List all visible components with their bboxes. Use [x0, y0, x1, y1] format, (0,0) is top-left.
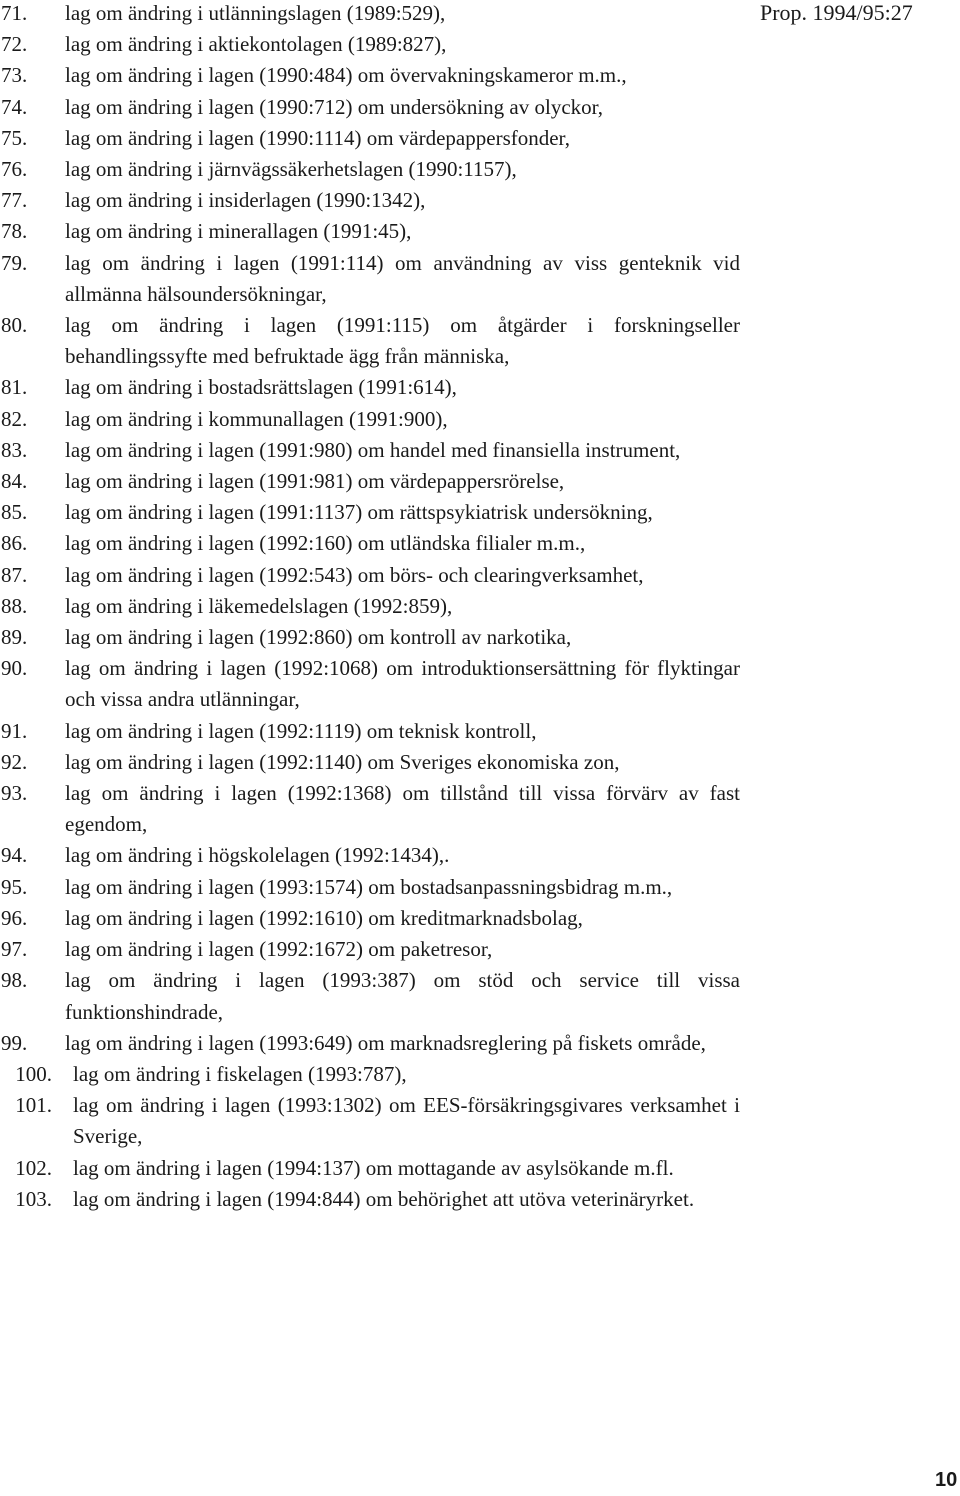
item-number: 99.: [1, 1030, 28, 1055]
item-number: 83.: [1, 437, 28, 462]
item-text: lag om ändring i lagen (1991:1137) om rättspsykiatrisk undersökning,: [65, 500, 653, 525]
item-text: lag om ändring i lagen (1992:1068) om introduktionsersättning för flyktingar och vissa andra utlänningar,: [65, 656, 740, 712]
list-item: [0, 560, 740, 591]
item-number: 98.: [1, 968, 28, 993]
list-item: [0, 528, 740, 559]
item-number: 71.: [1, 1, 28, 25]
list-item: [0, 0, 740, 29]
list-item: [0, 1059, 740, 1090]
item-text: lag om ändring i lagen (1993:1574) om bostadsanpassningsbidrag m.m.,: [65, 874, 673, 899]
item-number: 91.: [1, 718, 28, 743]
item-text: lag om ändring i lagen (1993:1302) om EES-försäkringsgivares verksamhet i Sverige,: [73, 1093, 740, 1149]
item-number: 101.: [15, 1093, 52, 1118]
list-item: [0, 92, 740, 123]
item-text: lag om ändring i lagen (1992:1140) om Sveriges ekonomiska zon,: [65, 749, 620, 774]
proposition-reference: Prop. 1994/95:27: [760, 0, 913, 25]
list-item: [0, 622, 740, 653]
item-text: lag om ändring i fiskelagen (1993:787),: [73, 1061, 407, 1086]
list-item: [0, 716, 740, 747]
item-number: 86.: [1, 531, 28, 556]
item-text: lag om ändring i lagen (1992:1610) om kreditmarknadsbolag,: [65, 905, 583, 930]
list-item: [0, 747, 740, 778]
list-item: [0, 60, 740, 91]
item-number: 89.: [1, 625, 28, 650]
item-text: lag om ändring i lagen (1990:484) om övervakningskameror m.m.,: [65, 63, 627, 88]
item-number: 97.: [1, 937, 28, 962]
item-text: lag om ändring i lagen (1992:543) om börs- och clearingverksamhet,: [65, 562, 644, 587]
item-number: 88.: [1, 593, 28, 618]
list-item: [0, 154, 740, 185]
item-number: 103.: [15, 1186, 52, 1211]
item-text: lag om ändring i kommunallagen (1991:900),: [65, 406, 448, 431]
list-item: [0, 1090, 740, 1152]
item-number: 93.: [1, 781, 28, 806]
item-text: lag om ändring i läkemedelslagen (1992:859),: [65, 593, 453, 618]
list-item: [0, 29, 740, 60]
item-number: 79.: [1, 250, 28, 275]
list-item: [0, 1184, 740, 1215]
item-text: lag om ändring i lagen (1991:980) om handel med finansiella instrument,: [65, 437, 681, 462]
list-item: [0, 840, 740, 871]
item-number: 100.: [15, 1061, 52, 1086]
item-text: lag om ändring i lagen (1993:387) om stöd och service till vissa funktionshindrade,: [65, 968, 740, 1024]
list-item: [0, 497, 740, 528]
item-number: 81.: [1, 375, 28, 400]
item-text: lag om ändring i lagen (1991:114) om användning av viss genteknik vid allmänna hälsoundersökningar,: [65, 250, 740, 306]
list-item: [0, 591, 740, 622]
item-number: 78.: [1, 219, 28, 244]
item-number: 102.: [15, 1155, 52, 1180]
item-text: lag om ändring i insiderlagen (1990:1342),: [65, 188, 426, 213]
item-text: lag om ändring i järnvägssäkerhetslagen (1990:1157),: [65, 157, 517, 182]
item-number: 94.: [1, 843, 28, 868]
item-text: lag om ändring i lagen (1990:1114) om värdepappersfonder,: [65, 125, 570, 150]
item-number: 82.: [1, 406, 28, 431]
item-text: lag om ändring i lagen (1992:1119) om teknisk kontroll,: [65, 718, 537, 743]
list-item: [0, 466, 740, 497]
item-text: lag om ändring i lagen (1993:649) om marknadsreglering på fiskets område,: [65, 1030, 706, 1055]
item-text: lag om ändring i minerallagen (1991:45),: [65, 219, 412, 244]
item-number: 74.: [1, 94, 28, 119]
item-number: 80.: [1, 313, 28, 338]
item-text: lag om ändring i lagen (1992:160) om utländska filialer m.m.,: [65, 531, 586, 556]
list-item: [0, 965, 740, 1027]
list-item: [0, 123, 740, 154]
list-item: [0, 435, 740, 466]
item-text: lag om ändring i aktiekontolagen (1989:827),: [65, 32, 447, 57]
item-number: 73.: [1, 63, 28, 88]
item-text: lag om ändring i lagen (1994:137) om mottagande av asylsökande m.fl.: [73, 1155, 674, 1180]
list-item: [0, 1153, 740, 1184]
item-number: 77.: [1, 188, 28, 213]
item-number: 87.: [1, 562, 28, 587]
list-item: [0, 903, 740, 934]
item-number: 85.: [1, 500, 28, 525]
item-text: lag om ändring i lagen (1990:712) om undersökning av olyckor,: [65, 94, 604, 119]
item-number: 76.: [1, 157, 28, 182]
item-text: lag om ändring i lagen (1992:860) om kontroll av narkotika,: [65, 625, 572, 650]
item-text: lag om ändring i lagen (1991:115) om åtgärder i forskningseller behandlingssyfte med befruktade ägg från människa,: [65, 313, 740, 369]
list-item: [0, 310, 740, 372]
item-text: lag om ändring i lagen (1991:981) om värdepappersrörelse,: [65, 469, 565, 494]
item-number: 75.: [1, 125, 28, 150]
item-text: lag om ändring i lagen (1994:844) om behörighet att utöva veterinäryrket.: [73, 1186, 695, 1211]
item-number: 95.: [1, 874, 28, 899]
page-number: 10: [935, 1469, 958, 1491]
item-number: 92.: [1, 749, 28, 774]
item-text: lag om ändring i lagen (1992:1672) om paketresor,: [65, 937, 493, 962]
list-item: [0, 653, 740, 715]
list-item: [0, 248, 740, 310]
list-item: [0, 778, 740, 840]
list-item: [0, 404, 740, 435]
item-number: 96.: [1, 905, 28, 930]
list-item: [0, 216, 740, 247]
item-text: lag om ändring i lagen (1992:1368) om tillstånd till vissa förvärv av fast egendom,: [65, 781, 740, 837]
list-item: [0, 1028, 740, 1059]
list-item: [0, 934, 740, 965]
list-item: [0, 872, 740, 903]
list-item: [0, 372, 740, 403]
item-number: 72.: [1, 32, 28, 57]
list-item: [0, 185, 740, 216]
item-number: 84.: [1, 469, 28, 494]
item-number: 90.: [1, 656, 28, 681]
item-text: lag om ändring i utlänningslagen (1989:529),: [65, 1, 446, 25]
item-text: lag om ändring i högskolelagen (1992:1434),.: [65, 843, 450, 868]
item-text: lag om ändring i bostadsrättslagen (1991:614),: [65, 375, 457, 400]
